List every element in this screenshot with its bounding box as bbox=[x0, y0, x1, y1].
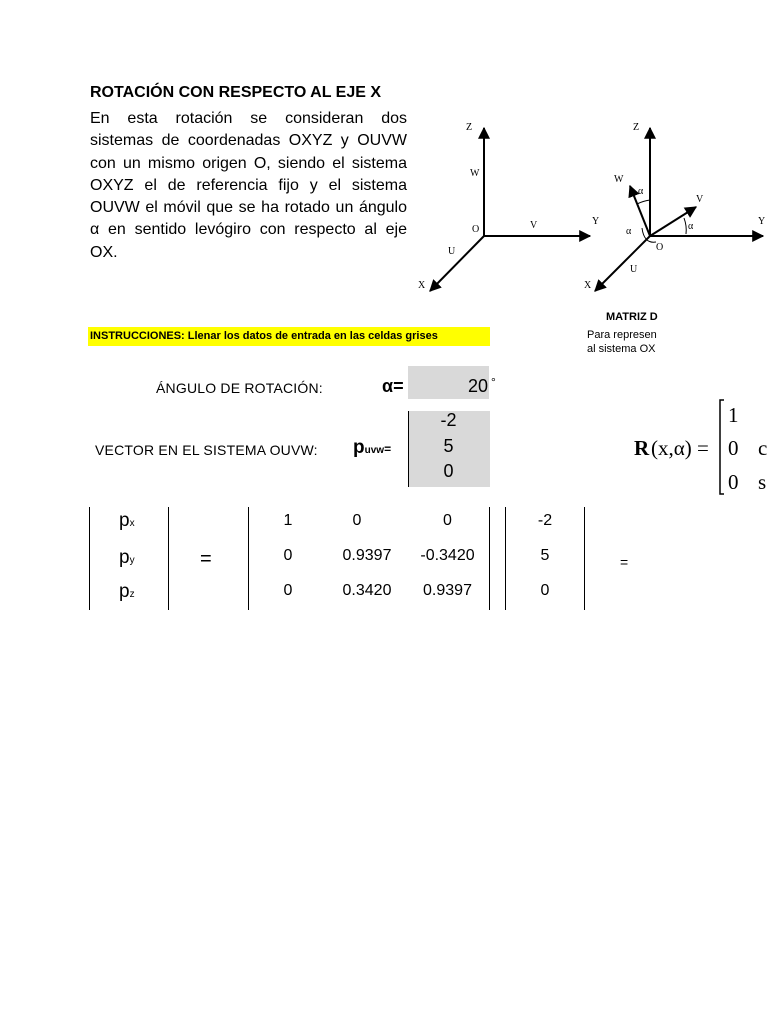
vector-symbol bbox=[353, 437, 391, 459]
vector-cell: 0 bbox=[540, 582, 550, 599]
p-label-base: p bbox=[119, 581, 130, 602]
bracket-line bbox=[168, 507, 169, 610]
formula-entry: 1 bbox=[728, 403, 739, 427]
page-title: ROTACIÓN CON RESPECTO AL EJE X bbox=[90, 84, 382, 101]
angle-value[interactable]: 20 bbox=[467, 376, 488, 396]
rotation-diagrams bbox=[408, 108, 768, 318]
alpha-label: α bbox=[688, 221, 694, 232]
p-label-subscript: x bbox=[129, 518, 135, 529]
axis-w-label: W bbox=[470, 168, 480, 179]
alpha-symbol: α= bbox=[382, 376, 404, 396]
equals-sign: = bbox=[200, 548, 212, 570]
matrix-desc-line: al sistema OX bbox=[587, 343, 656, 355]
formula-bracket bbox=[720, 400, 724, 494]
bracket-line bbox=[505, 507, 506, 610]
vector-equals: = bbox=[384, 442, 392, 456]
vector-input-value[interactable]: 0 bbox=[443, 461, 454, 481]
axis-v-label: V bbox=[530, 220, 538, 231]
description-paragraph: En esta rotación se consideran dos sistemas de coordenadas OXYZ y OUVW con un mismo origen O, siendo el sistema OXYZ el de referencia fijo y el sistema OUVW el móvil que se ha rotado un ángulo α en sentido levógiro con respecto al eje OX. bbox=[90, 110, 407, 261]
p-label-base: p bbox=[119, 510, 130, 531]
p-label-base: p bbox=[119, 547, 130, 568]
rotated-axes-diagram bbox=[595, 128, 766, 291]
axis-v-label: V bbox=[696, 194, 704, 205]
formula-entry: s bbox=[758, 470, 767, 494]
vector-cell: 5 bbox=[540, 547, 550, 564]
p-label-subscript: z bbox=[129, 589, 135, 600]
fixed-and-mobile-axes-diagram bbox=[430, 128, 590, 291]
matrix-cell: 0 bbox=[352, 512, 362, 529]
matrix-cell: 0 bbox=[443, 512, 452, 529]
bracket-line bbox=[248, 507, 249, 610]
matrix-cell: -0.3420 bbox=[420, 547, 475, 564]
axis-u-label: U bbox=[448, 246, 456, 257]
matrix-cell: 0.3420 bbox=[342, 582, 392, 599]
matrix-desc-line: Para represen bbox=[587, 329, 657, 341]
angle-label: ÁNGULO DE ROTACIÓN: bbox=[156, 380, 323, 396]
vector-cell: -2 bbox=[537, 512, 553, 529]
formula-entry: 0 bbox=[728, 470, 739, 494]
bracket-line bbox=[89, 507, 90, 610]
axis-y-label: Y bbox=[758, 216, 766, 227]
axis-u-label: U bbox=[630, 264, 638, 275]
formula-entry: 0 bbox=[728, 436, 739, 460]
instructions-banner: INSTRUCCIONES: Llenar los datos de entrada en las celdas grises bbox=[88, 327, 490, 346]
bracket-line bbox=[489, 507, 490, 610]
matrix-section-description bbox=[587, 328, 668, 356]
axis-x-label: X bbox=[584, 280, 592, 291]
vector-input-value[interactable]: 5 bbox=[443, 436, 454, 456]
axis-z-label: Z bbox=[466, 122, 473, 133]
origin-label: O bbox=[656, 242, 664, 253]
pz-label bbox=[119, 581, 135, 603]
py-label bbox=[119, 547, 135, 569]
p-label-subscript: y bbox=[129, 555, 135, 566]
matrix-cell: 0 bbox=[283, 582, 293, 599]
formula-r: R bbox=[634, 436, 650, 460]
px-label bbox=[119, 510, 135, 532]
matrix-cell: 0.9397 bbox=[423, 582, 472, 599]
rotation-matrix-formula bbox=[632, 394, 768, 498]
vector-label: VECTOR EN EL SISTEMA OUVW: bbox=[95, 442, 318, 458]
vector-symbol-base: p bbox=[353, 437, 365, 458]
result-equals-sign: = bbox=[620, 554, 629, 570]
alpha-label: α bbox=[638, 186, 644, 197]
matrix-cell: 1 bbox=[283, 512, 293, 529]
vector-input-value[interactable]: -2 bbox=[440, 410, 457, 430]
matrix-cell: 0 bbox=[283, 547, 293, 564]
matrix-cell: 0.9397 bbox=[342, 547, 392, 564]
axis-z-label: Z bbox=[633, 122, 640, 133]
degree-symbol: ° bbox=[491, 375, 496, 389]
axis-y-label: Y bbox=[592, 216, 600, 227]
matrix-section-title: MATRIZ D bbox=[606, 311, 658, 323]
origin-label: O bbox=[472, 224, 480, 235]
axis-x-label: X bbox=[418, 280, 426, 291]
axis-w-label: W bbox=[614, 174, 624, 185]
formula-args: (x,α) = bbox=[651, 436, 709, 460]
formula-entry: c bbox=[758, 436, 768, 460]
alpha-label: α bbox=[626, 226, 632, 237]
vector-symbol-subscript: uvw bbox=[364, 445, 385, 456]
bracket-line bbox=[584, 507, 585, 610]
